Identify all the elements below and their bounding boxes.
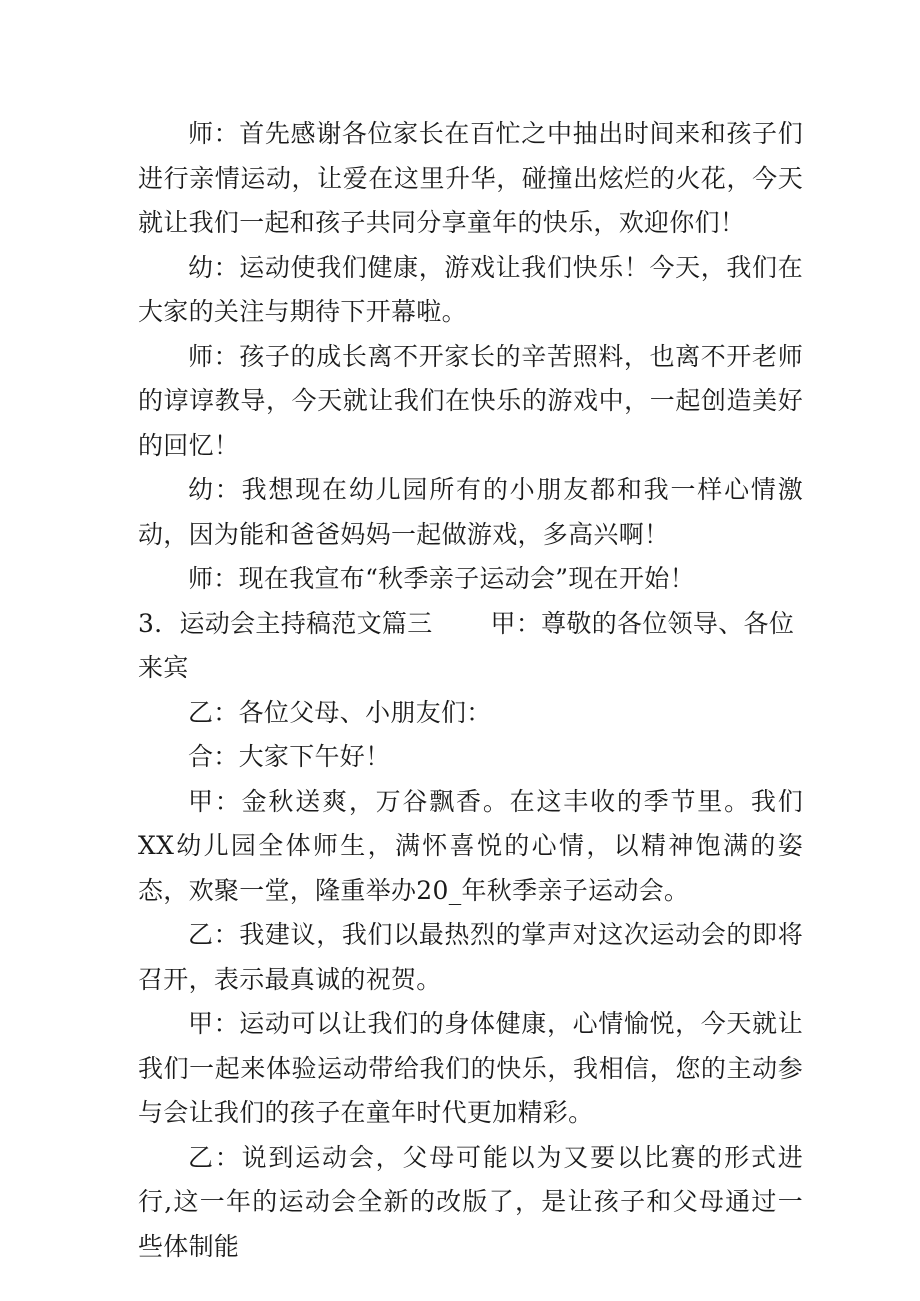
paragraph-a-autumn: 甲：金秋送爽，万谷飘香。在这丰收的季节里。我们XX幼儿园全体师生，满怀喜悦的心情，以精神饱满的姿态，欢聚一堂，隆重举办20_年秋季亲子运动会。 [138,786,803,905]
section-heading-first-line: 甲：尊敬的各位领导、各位来宾 [138,608,795,682]
paragraph-b-new-format: 乙：说到运动会，父母可能以为又要以比赛的形式进行,这一年的运动会全新的改版了，是让孩子和父母通过一些体制能 [138,1142,803,1261]
paragraph-b-applause: 乙：我建议，我们以最热烈的掌声对这次运动会的即将召开，表示最真诚的祝贺。 [138,920,803,994]
paragraph-teacher-announce: 师：现在我宣布“秋季亲子运动会”现在开始！ [188,564,695,593]
paragraph-child-opening: 幼：运动使我们健康，游戏让我们快乐！今天，我们在大家的关注与期待下开幕啦。 [138,252,803,326]
paragraph-b-greeting: 乙：各位父母、小朋友们： [188,697,492,727]
paragraph-teacher-memories: 师：孩子的成长离不开家长的辛苦照料，也离不开老师的谆谆教导，今天就让我们在快乐的游戏中，一起创造美好的回忆！ [138,341,803,460]
paragraph-together-greeting: 合：大家下午好！ [188,742,391,771]
paragraph-child-excited: 幼：我想现在幼儿园所有的小朋友都和我一样心情激动，因为能和爸爸妈妈一起做游戏，多高兴啊！ [138,475,803,549]
paragraph-teacher-welcome: 师：首先感谢各位家长在百忙之中抽出时间来和孩子们进行亲情运动，让爱在这里升华，碰撞出炫烂的火花，今天就让我们一起和孩子共同分享童年的快乐，欢迎你们！ [138,119,803,237]
paragraph-a-health: 甲：运动可以让我们的身体健康，心情愉悦，今天就让我们一起来体验运动带给我们的快乐，我相信，您的主动参与会让我们的孩子在童年时代更加精彩。 [138,1009,803,1127]
section-heading-title: 3．运动会主持稿范文篇三 [138,608,433,638]
document-body [138,112,803,1269]
section-heading [138,602,803,691]
